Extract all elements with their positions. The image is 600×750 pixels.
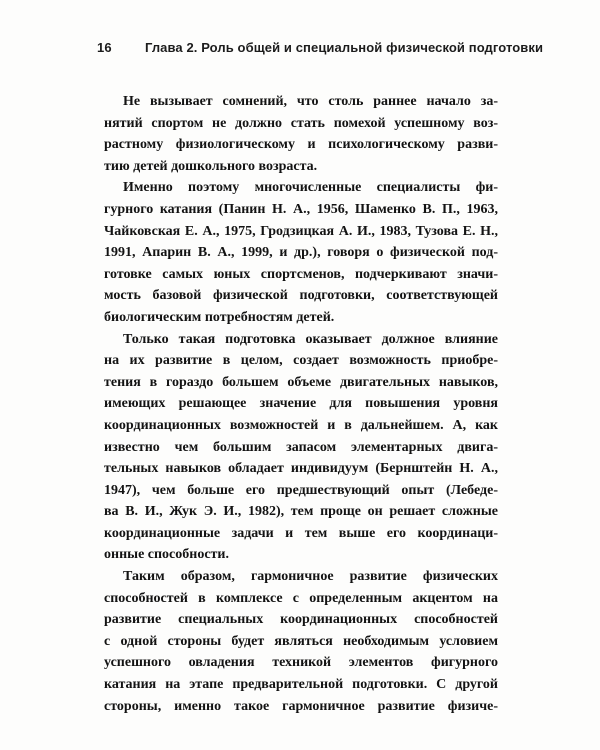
text-line: нятий спортом не должно стать помехой успешному воз-: [104, 115, 498, 131]
text-line: стороны, именно такое гармоничное развитие физиче-: [104, 698, 498, 714]
page-number: 16: [97, 40, 112, 55]
text-line: мость базовой физической подготовки, соответствующей: [104, 288, 498, 304]
text-line: имеющих решающее значение для повышения уровня: [104, 396, 498, 412]
chapter-header-title: Глава 2. Роль общей и специальной физической подготовки: [145, 40, 544, 55]
text-line: ва В. И., Жук Э. И., 1982), тем проще он решает сложные: [104, 504, 498, 520]
text-line: Не вызывает сомнений, что столь раннее начало за-: [123, 94, 498, 109]
text-line: Чайковская Е. А., 1975, Гродзицкая А. И., 1983, Тузова Е. Н.,: [104, 223, 498, 239]
page-body: [104, 91, 498, 717]
text-line: 1991, Апарин В. А., 1999, и др.), говоря о физической под-: [104, 245, 498, 261]
text-line: известно чем большим запасом элементарных двига-: [104, 439, 498, 455]
text-line: координационных возможностей и в дальнейшем. А, как: [104, 417, 498, 433]
text-line: тельных навыков обладает индивидуум (Бернштейн Н. А.,: [104, 461, 498, 477]
text-line: биологическим потребностям детей.: [104, 309, 335, 325]
text-line: Именно поэтому многочисленные специалисты фи-: [123, 180, 498, 196]
text-line: успешного овладения техникой элементов фигурного: [104, 655, 498, 671]
text-line: тию детей дошкольного возраста.: [104, 158, 318, 174]
text-line: координационные задачи и тем выше его координаци-: [104, 525, 498, 541]
text-line: на их развитие в целом, создает возможность приобре-: [104, 353, 498, 369]
text-line: катания на этапе предварительной подготовки. С другой: [104, 677, 498, 693]
text-line: с одной стороны будет являться необходимым условием: [104, 633, 498, 649]
text-line: гурного катания (Панин Н. А., 1956, Шаменко В. П., 1963,: [104, 201, 498, 217]
text-line: Таким образом, гармоничное развитие физических: [123, 569, 498, 585]
text-line: развитие специальных координационных способностей: [104, 612, 498, 628]
text-line: 1947), чем больше его предшествующий опыт (Лебеде-: [104, 482, 498, 498]
text-line: онные способности.: [104, 547, 229, 563]
text-line: Только такая подготовка оказывает должное влияние: [123, 331, 498, 347]
text-line: тения в гораздо большем объеме двигательных навыков,: [104, 374, 498, 390]
text-line: готовке самых юных спортсменов, подчеркивают значи-: [104, 266, 498, 282]
text-line: растному физиологическому и психологическому разви-: [104, 137, 498, 153]
running-header: [0, 40, 600, 58]
text-line: способностей в комплексе с определенным акцентом на: [104, 590, 498, 606]
